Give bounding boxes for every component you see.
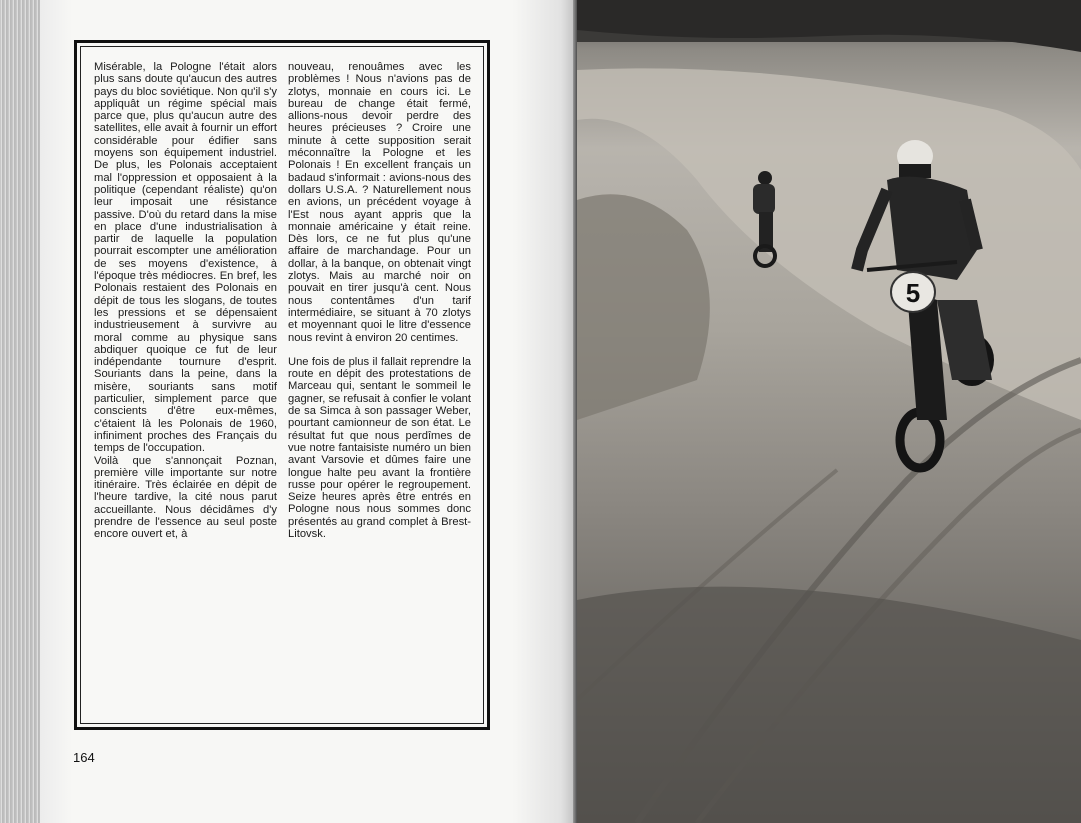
grass-verge [577,194,710,420]
rider-number: 5 [905,278,921,308]
text-column-right [288,61,471,541]
text-frame-inner-border [80,46,484,724]
crowd-shadow [577,0,1081,52]
foreground-dirt [577,587,1081,823]
paragraph: Misérable, la Pologne l'était alors plus sans doute qu'aucun des autres pays du bloc soviétique. Non qu'il s'y appliquât un régime spécial mais parce que, plus qu'aucun autre des satellites, elle avait à fournir un effort considérable pour édifier sans moyens son équipement industriel. De plus, les Polonais acceptaient mal l'oppression et opposaient à la politique (cependant réaliste) qu'on leur imposait une résistance passive. D'où du retard dans la mise en place d'une industrialisation à partir de laquelle la population pourrait escompter une amélioration de ses moyens d'existence, à l'époque très médiocres. En bref, les Polonais restaient des Polonais en dépit de tous les slogans, de toutes les pressions et se dépensaient industrieusement à survivre au moral comme au physique sans abdiquer quoique ce fut de leur indépendante tournure d'esprit. Souriants dans la peine, dans la misère, souriants sans motif particulier, simplement parce que conscients d'être eux-mêmes, c'étaient là les Polonais de 1960, infiniment proches des Français du temps de l'occupation. [94,61,277,455]
text-column-left [94,61,277,541]
motocross-photo [577,0,1081,823]
paragraph: nouveau, renouâmes avec les problèmes ! Nous n'avions pas de zlotys, monnaie en cours ici. Le bureau de change était fermé, allions-nous devoir perdre des heures précieuses ? Croire une minute à cette supposition serait méconnaître la Pologne et les Polonais ! En excellent français un badaud s'informait : avions-nous des dollars U.S.A. ? Naturellement nous en avions, un précédent voyage à l'Est nous ayant appris que la monnaie américaine y était reine. Dès lors, ce ne fut plus qu'une affaire de marchandage. Pour un dollar, à la banque, on obtenait vingt zlotys. Mais au marché noir on pouvait en tirer jusqu'à cent. Nous nous contentâmes d'un tarif intermédiaire, se situant à 70 zlotys et moyennant quoi le litre d'essence nous revint à environ 20 centimes. [288,61,471,344]
page-number: 164 [73,750,95,765]
text-columns [94,61,471,541]
text-frame [74,40,490,730]
paragraph: Voilà que s'annonçait Poznan, première ville importante sur notre itinéraire. Très éclairée en dépit de l'heure tardive, la cité nous parut accueillante. Nous décidâmes d'y prendre de l'essence au seul poste encore ouvert et, à [94,454,277,541]
paragraph: Une fois de plus il fallait reprendre la route en dépit des protestations de Marceau qui, sentant le sommeil le gagner, se refusait à confier le volant de sa Simca à son passager Weber, pourtant camionneur de son état. Le résultat fut que nous perdîmes de vue notre fantaisiste numéro un bien avant Varsovie et dûmes faire une longue halte peu avant la frontière russe pour opérer le regroupement. Seize heures après être entrés en Pologne nous nous sommes donc présentés au grand complet à Brest-Litovsk. [288,355,471,540]
page-stack-edge [0,0,44,823]
photo-illustration [577,0,1081,823]
